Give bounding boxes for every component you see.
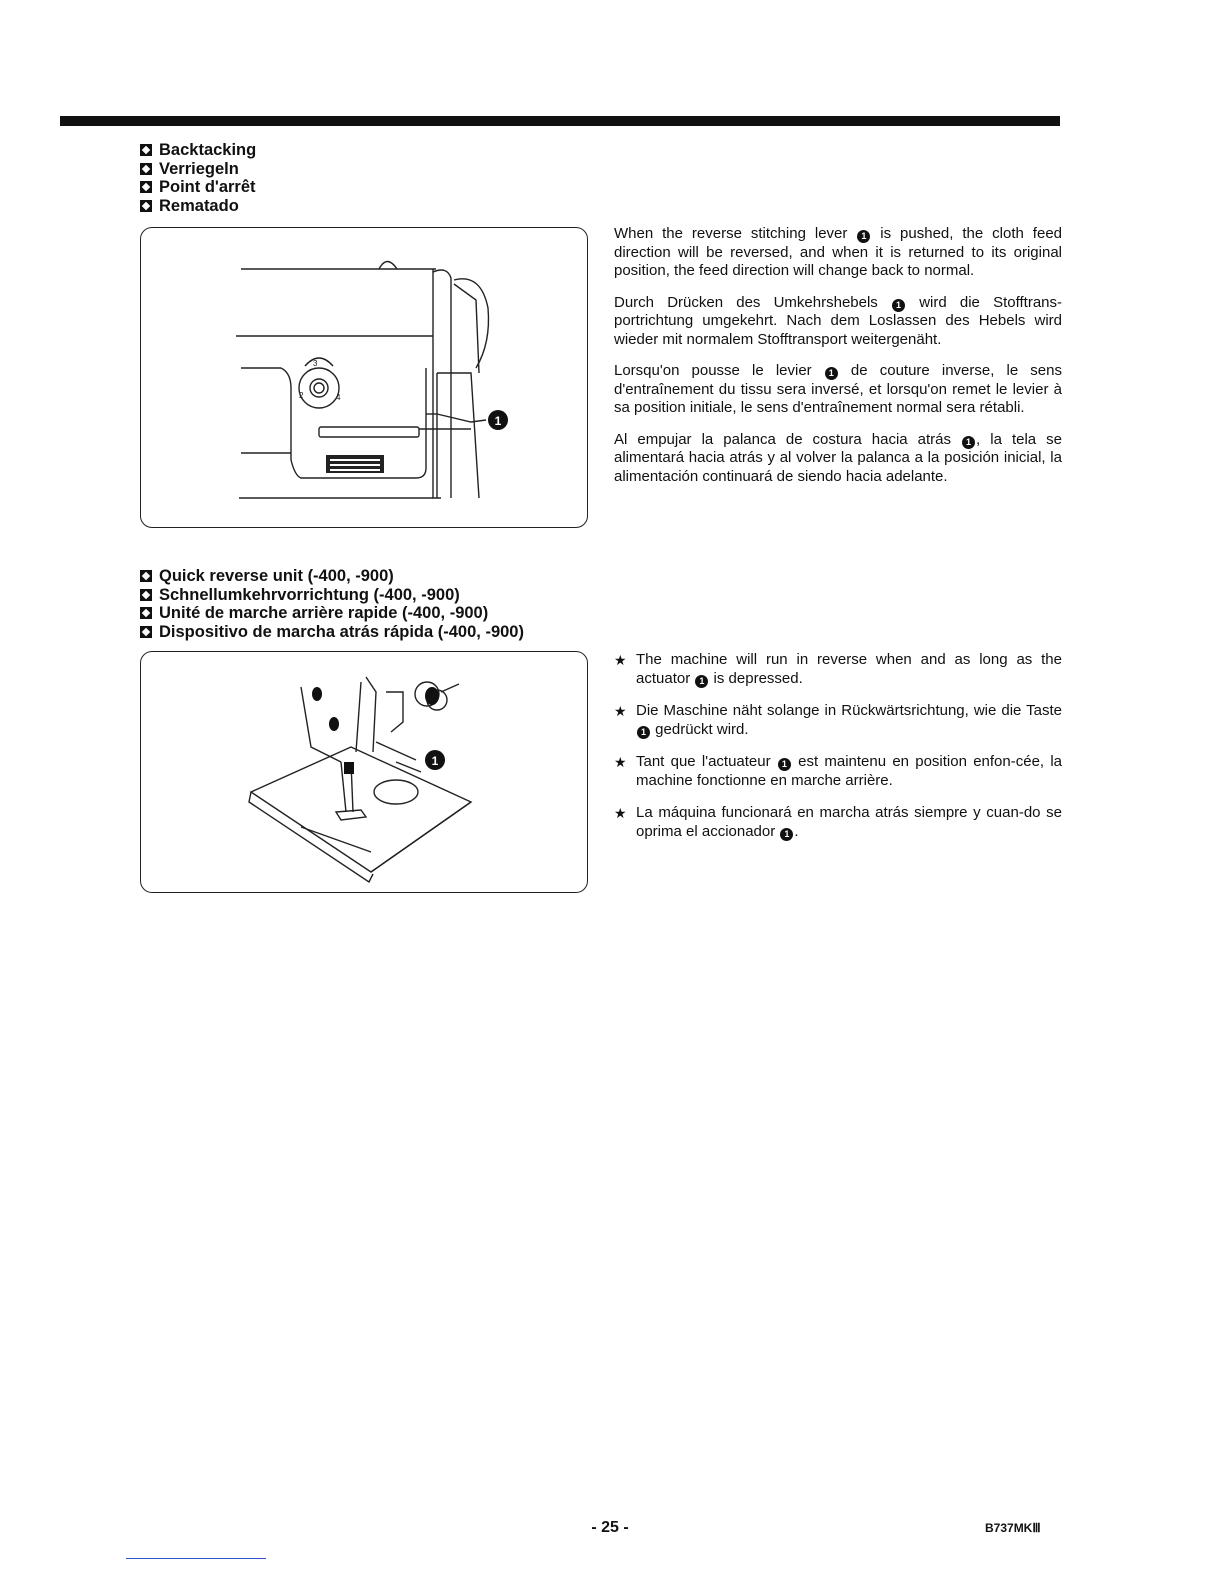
heading-en: Backtacking: [159, 141, 257, 159]
heading-es: Rematado: [159, 196, 239, 215]
number-1-icon: 1: [637, 726, 650, 739]
text: wird die Stofftrans-portrichtung umgekehrt. Nach dem Loslassen des Hebels wird wieder mit normalem Stofftransport weitergenäht.: [614, 293, 1062, 348]
text: est maintenu en position enfon-cée, la machine fonctionne en marche arrière.: [636, 753, 1062, 789]
section1-headings: [140, 141, 256, 215]
number-1-icon: 1: [778, 758, 791, 771]
number-1-icon: 1: [825, 367, 838, 380]
heading-line: [140, 604, 524, 623]
heading-de: Schnellumkehrvorrichtung (-400, -900): [159, 585, 460, 604]
number-1-icon: 1: [962, 436, 975, 449]
item-text: [636, 702, 1062, 739]
heading-line: [140, 586, 524, 605]
number-1-icon: 1: [695, 675, 708, 688]
divider-line: [126, 1558, 266, 1559]
callout-1: 1: [431, 754, 439, 768]
item-text: [636, 753, 1062, 790]
section-mark-icon: [140, 570, 152, 582]
page-number: - 25 -: [591, 1519, 629, 1536]
section-mark-icon: [140, 163, 152, 175]
text: La máquina funcionará en marcha atrás siempre y cuan-do se oprima el accionador: [636, 804, 1062, 840]
text: When the reverse stitching lever: [614, 225, 848, 242]
text: .: [794, 822, 799, 840]
presser-foot-icon: [141, 652, 587, 892]
document-code: B737MKⅢ: [985, 1521, 1041, 1535]
heading-fr: Unité de marche arrière rapide (-400, -900): [159, 604, 489, 622]
text: Tant que l'actuateur: [636, 753, 771, 770]
star-bullet-icon: ★: [614, 652, 627, 668]
number-1-icon: 1: [857, 230, 870, 243]
heading-line: [140, 623, 524, 642]
quick-reverse-illustration: [140, 651, 588, 893]
paragraph-en: [614, 225, 1062, 281]
section2-headings: [140, 567, 524, 641]
text: Lorsqu'on pousse le levier: [614, 362, 812, 379]
section-mark-icon: [140, 200, 152, 212]
section-mark-icon: [140, 144, 152, 156]
text: The machine will run in reverse when and as long as the actuator: [636, 651, 1062, 687]
text: , la tela se alimentará hacia atrás y al volver la palanca a la posición inicial, la alimentación continuará de siendo hacia adelante.: [614, 430, 1062, 485]
text: gedrückt wird.: [655, 720, 749, 738]
item-text: [636, 804, 1062, 841]
list-item-en: [614, 651, 1062, 688]
list-item-es: [614, 804, 1062, 841]
text: Die Maschine näht solange in Rückwärtsrichtung, wie die Taste: [636, 702, 1062, 719]
reverse-lever-illustration: [140, 227, 588, 528]
section2-text: [614, 651, 1062, 855]
text: Al empujar la palanca de costura hacia atrás: [614, 430, 952, 448]
star-bullet-icon: ★: [614, 703, 627, 719]
top-rule: [60, 116, 1060, 126]
callout-1: 1: [494, 414, 502, 428]
text: Durch Drücken des Umkehrshebels: [614, 293, 878, 311]
paragraph-fr: [614, 362, 1062, 418]
paragraph-de: [614, 294, 1062, 350]
section-mark-icon: [140, 626, 152, 638]
svg-text:4: 4: [336, 393, 341, 402]
section1-text: [614, 225, 1062, 499]
heading-line: [140, 197, 256, 216]
list-item-fr: [614, 753, 1062, 790]
star-bullet-icon: ★: [614, 805, 627, 821]
heading-es: Dispositivo de marcha atrás rápida (-400, -900): [159, 622, 524, 641]
section-mark-icon: [140, 607, 152, 619]
number-1-icon: 1: [892, 299, 905, 312]
section-mark-icon: [140, 589, 152, 601]
heading-de: Verriegeln: [159, 159, 239, 178]
svg-text:3: 3: [313, 359, 318, 368]
paragraph-es: [614, 431, 1062, 487]
heading-en: Quick reverse unit (-400, -900): [159, 567, 394, 585]
sewing-machine-arm-icon: [141, 228, 587, 527]
heading-line: [140, 567, 524, 586]
text: de couture inverse, le sens d'entraînement du tissu sera inversé, et lorsqu'on remet le levier à sa position initiale, le sens d'entraînement normal sera rétabli.: [614, 362, 1062, 416]
list-item-de: [614, 702, 1062, 739]
section-mark-icon: [140, 181, 152, 193]
item-text: [636, 651, 1062, 688]
text: is pushed, the cloth feed direction will be reversed, and when it is returned to its original position, the feed direction will change back to normal.: [614, 225, 1062, 279]
number-1-icon: 1: [780, 828, 793, 841]
star-bullet-icon: ★: [614, 754, 627, 770]
heading-fr: Point d'arrêt: [159, 178, 256, 196]
heading-line: [140, 178, 256, 197]
text: is depressed.: [713, 669, 803, 687]
svg-text:2: 2: [299, 391, 304, 400]
heading-line: [140, 160, 256, 179]
heading-line: [140, 141, 256, 160]
